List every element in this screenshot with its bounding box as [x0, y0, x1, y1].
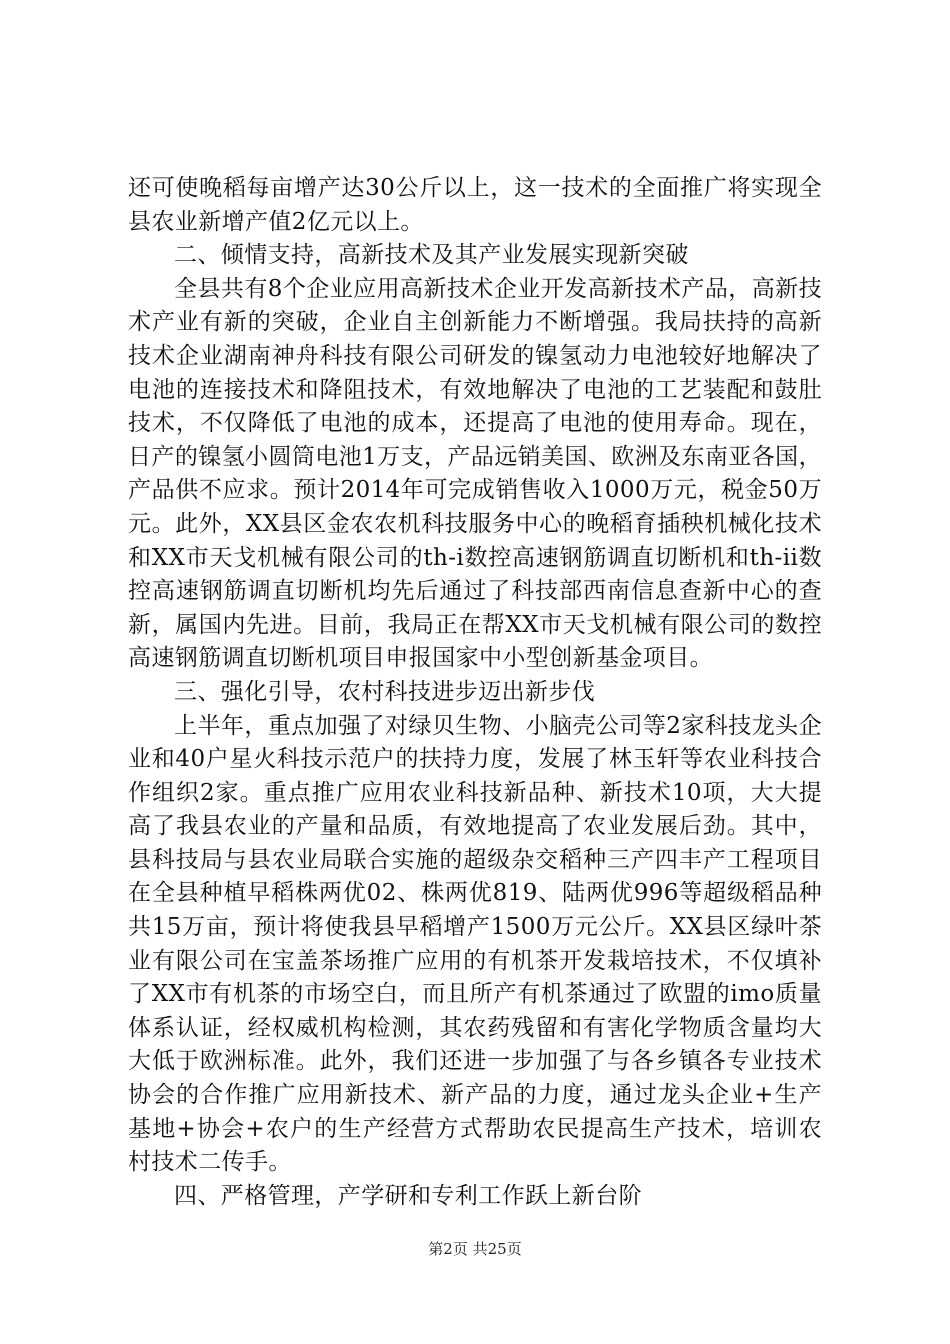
section-heading-4: 四、严格管理，产学研和专利工作跃上新台阶: [174, 1182, 642, 1209]
section-heading-3: 三、强化引导，农村科技进步迈出新步伐: [174, 678, 596, 705]
paragraph-continuation: 还可使晚稻每亩增产达30公斤以上，这一技术的全面推广将实现全县农业新增产值2亿元以上。: [128, 175, 822, 235]
page-footer: 第2页 共25页: [428, 1240, 522, 1258]
paragraph-rural-tech: 上半年，重点加强了对绿贝生物、小脑壳公司等2家科技龙头企业和40户星火科技示范户的扶持力度，发展了林玉轩等农业科技合作组织2家。重点推广应用农业科技新品种、新技术10项，大大提高了我县农业的产量和品质，有效地提高了农业发展后劲。其中，县科技局与县农业局联合实施的超级杂交稻种三产四丰产工程项目在全县种植早稻株两优02、株两优819、陆两优996等超级稻品种共15万亩，预计将使我县早稻增产1500万元公斤。XX县区绿叶茶业有限公司在宝盖茶场推广应用的有机茶开发栽培技术，不仅填补了XX市有机茶的市场空白，而且所产有机茶通过了欧盟的imo质量体系认证，经权威机构检测，其农药残留和有害化学物质含量均大大低于欧洲标准。此外，我们还进一步加强了与各乡镇各专业技术协会的合作推广应用新技术、新产品的力度，通过龙头企业+生产基地+协会+农户的生产经营方式帮助农民提高生产技术，培训农村技术二传手。: [128, 712, 822, 1176]
section-heading-2: 二、倾情支持，高新技术及其产业发展实现新突破: [174, 242, 689, 269]
document-body: [128, 172, 822, 1213]
paragraph-hightech: 全县共有8个企业应用高新技术企业开发高新技术产品，高新技术产业有新的突破，企业自主创新能力不断增强。我局扶持的高新技术企业湖南神舟科技有限公司研发的镍氢动力电池较好地解决了电池的连接技术和降阻技术，有效地解决了电池的工艺装配和鼓肚技术，不仅降低了电池的成本，还提高了电池的使用寿命。现在，日产的镍氢小圆筒电池1万支，产品远销美国、欧洲及东南亚各国，产品供不应求。预计2014年可完成销售收入1000万元，税金50万元。此外，XX县区金农农机科技服务中心的晚稻育插秧机械化技术和XX市天戈机械有限公司的th-i数控高速钢筋调直切断机和th-ii数控高速钢筋调直切断机均先后通过了科技部西南信息查新中心的查新，属国内先进。目前，我局正在帮XX市天戈机械有限公司的数控高速钢筋调直切断机项目申报国家中小型创新基金项目。: [128, 275, 822, 672]
